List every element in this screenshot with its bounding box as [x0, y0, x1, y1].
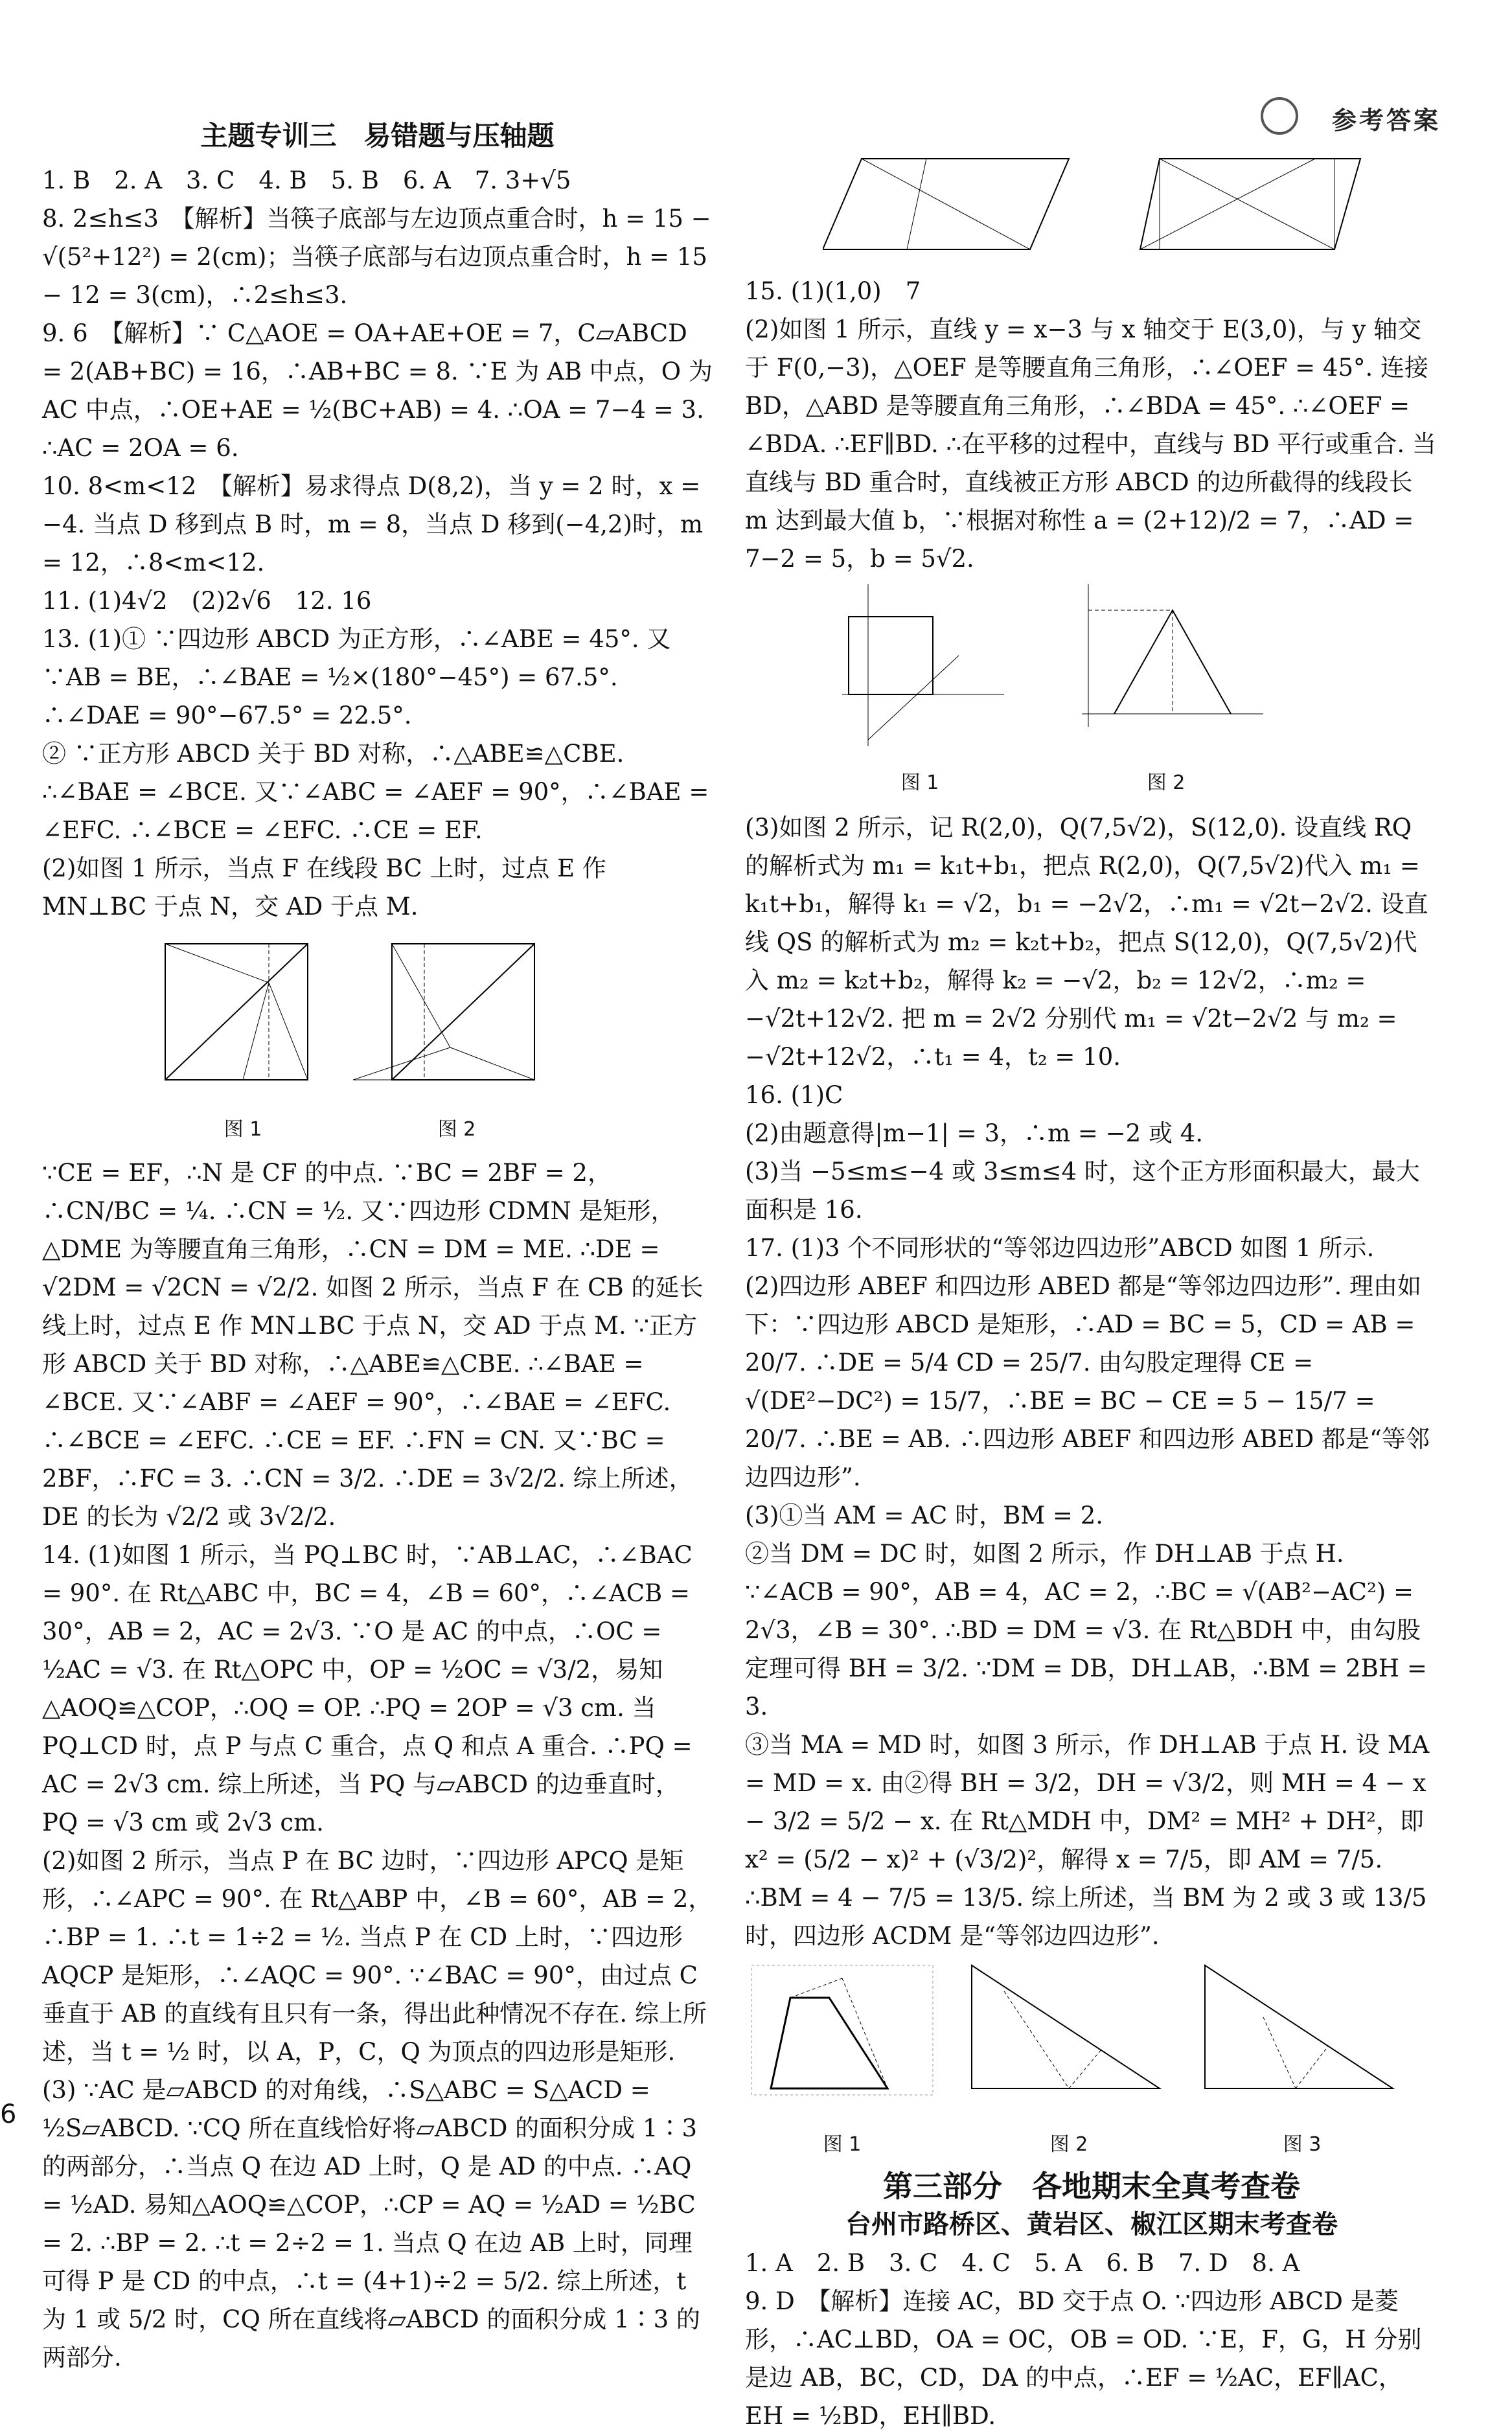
text-line: 1. A 2. B 3. C 4. C 5. A 6. B 7. D 8. A — [745, 2249, 1300, 2277]
text-line: 15. (1)(1,0) 7 — [745, 277, 921, 305]
figure-graph-2 — [1062, 584, 1270, 802]
text-line: 11. (1)4√2 (2)2√6 12. 16 — [42, 587, 372, 615]
figure-caption: 图 2 — [1147, 772, 1186, 794]
text-line: ②当 DM = DC 时，如图 2 所示，作 DH⊥AB 于点 H. ∵∠ACB = 90°，AB = 4，AC = 2，∴BC = √(AB²−AC²) = 2√3，∠B = 30°. ∴BD = DM = √3. 在 Rt△BDH 中，由勾股定理可得 BH = 3/2. ∵DM = DB，DH⊥AB，∴BM = 2BH = 3. — [745, 1540, 1427, 1721]
figure-triangle-2 — [965, 1959, 1173, 2164]
triangle-diagram-3 — [1198, 1959, 1406, 2114]
figure-caption: 图 1 — [823, 2133, 862, 2156]
figure-triangle-3 — [1198, 1959, 1406, 2164]
function-graph — [1062, 584, 1270, 753]
text-line: (2)四边形 ABEF 和四边形 ABED 都是“等邻边四边形”. 理由如下：∵四边形 ABCD 是矩形，∴AD = BC = 5，CD = AB = 20/7. ∴DE = 5/4 CD = 25/7. 由勾股定理得 CE = √(DE²−DC²) = 15/7，∴BE = BC − CE = 5 − 15/7 = 20/7. ∴BE = AB. ∴四边形 ABEF 和四边形 ABED 都是“等邻边四边形”. — [745, 1272, 1430, 1491]
square-diagram-2 — [353, 931, 560, 1099]
parallelogram-figures — [823, 146, 1406, 278]
page-number: 6 — [0, 2099, 17, 2129]
text-line: 13. (1)① ∵四边形 ABCD 为正方形，∴∠ABE = 45°. 又∵AB = BE，∴∠BAE = ½×(180°−45°) = 67.5°. ∴∠DAE = 90°−67.5° = 22.5°. — [42, 625, 671, 729]
figure-graph-1 — [829, 584, 1011, 802]
grid-diagram — [745, 1959, 939, 2114]
text-line: (3)如图 2 所示，记 R(2,0)，Q(7,5√2)，S(12,0). 设直线 RQ 的解析式为 m₁ = k₁t+b₁，把点 R(2,0)，Q(7,5√2)代入 m₁ = k₁t+b₁，解得 k₁ = √2，b₁ = −2√2，∴m₁ = √2t−2√2. 设直线 QS 的解析式为 m₂ = k₂t+b₂，把点 S(12,0)，Q(7,5√2)代入 m₂ = k₂t+b₂，解得 k₂ = −√2，b₂ = 12√2，∴m₂ = −√2t+12√2. 把 m = 2√2 分别代 m₁ = √2t−2√2 与 m₂ = −√2t+12√2，∴t₁ = 4，t₂ = 10. — [745, 814, 1428, 1071]
figure-square-1 — [159, 931, 327, 1149]
square-diagram-1 — [159, 931, 327, 1099]
text-line: 16. (1)C — [745, 1081, 843, 1109]
figure-caption: 图 1 — [223, 1118, 262, 1141]
square-figures — [42, 931, 713, 1149]
part3-subtitle: 台州市路桥区、黄岩区、椒江区期末考查卷 — [845, 2210, 1338, 2239]
text-line: 17. (1)3 个不同形状的“等邻边四边形”ABCD 如图 1 所示. — [745, 1234, 1375, 1262]
part3-title: 第三部分 各地期末全真考查卷 — [883, 2169, 1300, 2204]
text-line: ∵CE = EF，∴N 是 CF 的中点. ∵BC = 2BF = 2，∴CN/BC = ¼. ∴CN = ½. 又∵四边形 CDMN 是矩形，△DME 为等腰直角三角形，∴CN = DM = ME. ∴DE = √2DM = √2CN = √2/2. 如图 2 所示，当点 F 在 CB 的延长线上时，过点 E 作 MN⊥BC 于点 N，交 AD 于点 M. ∵正方形 ABCD 关于 BD 对称，∴△ABE≌△CBE. ∴∠BAE = ∠BCE. 又∵∠ABF = ∠AEF = 90°，∴∠BAE = ∠EFC. ∴∠BCE = ∠EFC. ∴CE = EF. ∴FN = CN. 又∵BC = 2BF，∴FC = 3. ∴CN = 3/2. ∴DE = 3√2/2. 综上所述，DE 的长为 √2/2 或 3√2/2. — [42, 1159, 704, 1531]
banner-icon — [1261, 97, 1298, 135]
text-line: (3)①当 AM = AC 时，BM = 2. — [745, 1502, 1103, 1529]
figure-caption: 图 2 — [1049, 2133, 1088, 2156]
graph-figures — [745, 584, 1438, 802]
text-line: 8. 2≤h≤3 【解析】当筷子底部与左边顶点重合时，h = 15 − √(5²+12²) = 2(cm)；当筷子底部与右边顶点重合时，h = 15 − 12 = 3(cm)，∴2≤h≤3. — [42, 205, 711, 309]
answer-banner: 参考答案 — [1331, 106, 1441, 135]
right-column — [745, 272, 1438, 2435]
figure-caption: 图 3 — [1283, 2133, 1322, 2156]
triangle-diagram-2 — [965, 1959, 1173, 2114]
text-line: (2)如图 2 所示，当点 P 在 BC 边时，∵四边形 APCQ 是矩形，∴∠APC = 90°. 在 Rt△ABP 中，∠B = 60°，AB = 2，∴BP = 1. ∴t = 1÷2 = ½. 当点 P 在 CD 上时，∵四边形 AQCP 是矩形，∴∠AQC = 90°. ∵∠BAC = 90°，由过点 C 垂直于 AB 的直线有且只有一条，得出此种情况不存在. 综上所述，当 t = ½ 时，以 A，P，C，Q 为顶点的四边形是矩形. — [42, 1847, 713, 2066]
coord-diagram — [829, 584, 1011, 753]
text-line: 1. B 2. A 3. C 4. B 5. B 6. A 7. 3+√5 — [42, 166, 571, 194]
text-line: 10. 8<m<12 【解析】易求得点 D(8,2)，当 y = 2 时，x = −4. 当点 D 移到点 B 时，m = 8，当点 D 移到(−4,2)时，m = 12，∴8<m<12. — [42, 472, 704, 577]
text-line: (2)如图 1 所示，当点 F 在线段 BC 上时，过点 E 作 MN⊥BC 于点 N，交 AD 于点 M. — [42, 854, 606, 920]
figure-caption: 图 1 — [900, 772, 939, 794]
text-line: ③当 MA = MD 时，如图 3 所示，作 DH⊥AB 于点 H. 设 MA = MD = x. 由②得 BH = 3/2，DH = √3/2，则 MH = 4 − x − 3/2 = 5/2 − x. 在 Rt△MDH 中，DM² = MH² + DH²，即 x² = (5/2 − x)² + (√3/2)²，解得 x = 7/5，即 AM = 7/5. ∴BM = 4 − 7/5 = 13/5. 综上所述，当 BM 为 2 或 3 或 13/5 时，四边形 ACDM 是“等邻边四边形”. — [745, 1731, 1430, 1950]
text-line: (2)如图 1 所示，直线 y = x−3 与 x 轴交于 E(3,0)，与 y 轴交于 F(0,−3)，△OEF 是等腰直角三角形，∴∠OEF = 45°. 连接 BD，△ABD 是等腰直角三角形，∴∠BDA = 45°. ∴∠OEF = ∠BDA. ∴EF∥BD. ∴在平移的过程中，直线与 BD 平行或重合. 当直线与 BD 重合时，直线被正方形 ABCD 的边所截得的线段长 m 达到最大值 b，∵根据对称性 a = (2+12)/2 = 7，∴AD = 7−2 = 5，b = 5√2. — [745, 315, 1436, 573]
left-column — [42, 97, 713, 2377]
figure-square-2 — [353, 931, 560, 1149]
figure-grid-1 — [745, 1959, 939, 2164]
text-line: 9. D 【解析】连接 AC，BD 交于点 O. ∵四边形 ABCD 是菱形，∴AC⊥BD，OA = OC，OB = OD. ∵E，F，G，H 分别是边 AB，BC，CD，DA 的中点，∴EF = ½AC，EF∥AC，EH = ½BD，EH∥BD. — [745, 2287, 1422, 2430]
text-line: (2)由题意得|m−1| = 3，∴m = −2 或 4. — [745, 1119, 1204, 1147]
triangle-figures — [745, 1959, 1438, 2164]
parallelogram-diagrams — [823, 146, 1406, 275]
section-title: 主题专训三 易错题与压轴题 — [200, 120, 555, 152]
text-line: (3)当 −5≤m≤−4 或 3≤m≤4 时，这个正方形面积最大，最大面积是 16. — [745, 1158, 1420, 1224]
text-line: 14. (1)如图 1 所示，当 PQ⊥BC 时，∵AB⊥AC，∴∠BAC = 90°. 在 Rt△ABC 中，BC = 4，∠B = 60°，∴∠ACB = 30°，AB = 2，AC = 2√3. ∵O 是 AC 的中点，∴OC = ½AC = √3. 在 Rt△OPC 中，OP = ½OC = √3/2，易知△AOQ≌△COP，∴OQ = OP. ∴PQ = 2OP = √3 cm. 当 PQ⊥CD 时，点 P 与点 C 重合，点 Q 和点 A 重合. ∴PQ = AC = 2√3 cm. 综上所述，当 PQ 与▱ABCD 的边垂直时，PQ = √3 cm 或 2√3 cm. — [42, 1541, 693, 1836]
text-line: ② ∵正方形 ABCD 关于 BD 对称，∴△ABE≌△CBE. ∴∠BAE = ∠BCE. 又∵∠ABC = ∠AEF = 90°，∴∠BAE = ∠EFC. ∴∠BCE = ∠EFC. ∴CE = EF. — [42, 740, 709, 844]
figure-caption: 图 2 — [437, 1118, 476, 1141]
text-line: 9. 6 【解析】∵ C△AOE = OA+AE+OE = 7，C▱ABCD = 2(AB+BC) = 16，∴AB+BC = 8. ∵E 为 AB 中点，O 为 AC 中点，∴OE+AE = ½(BC+AB) = 4. ∴OA = 7−4 = 3. ∴AC = 2OA = 6. — [42, 319, 713, 462]
text-line: (3) ∵AC 是▱ABCD 的对角线，∴S△ABC = S△ACD = ½S▱ABCD. ∵CQ 所在直线恰好将▱ABCD 的面积分成 1∶3 的两部分，∴当点 Q 在边 AD 上时，Q 是 AD 的中点. ∴AQ = ½AD. 易知△AOQ≌△COP，∴CP = AQ = ½AD = ½BC = 2. ∴BP = 2. ∴t = 2÷2 = 1. 当点 Q 在边 AB 上时，同理可得 P 是 CD 的中点，∴t = (4+1)÷2 = 5/2. 综上所述，t 为 1 或 5/2 时，CQ 所在直线将▱ABCD 的面积分成 1∶3 的两部分. — [42, 2076, 700, 2372]
